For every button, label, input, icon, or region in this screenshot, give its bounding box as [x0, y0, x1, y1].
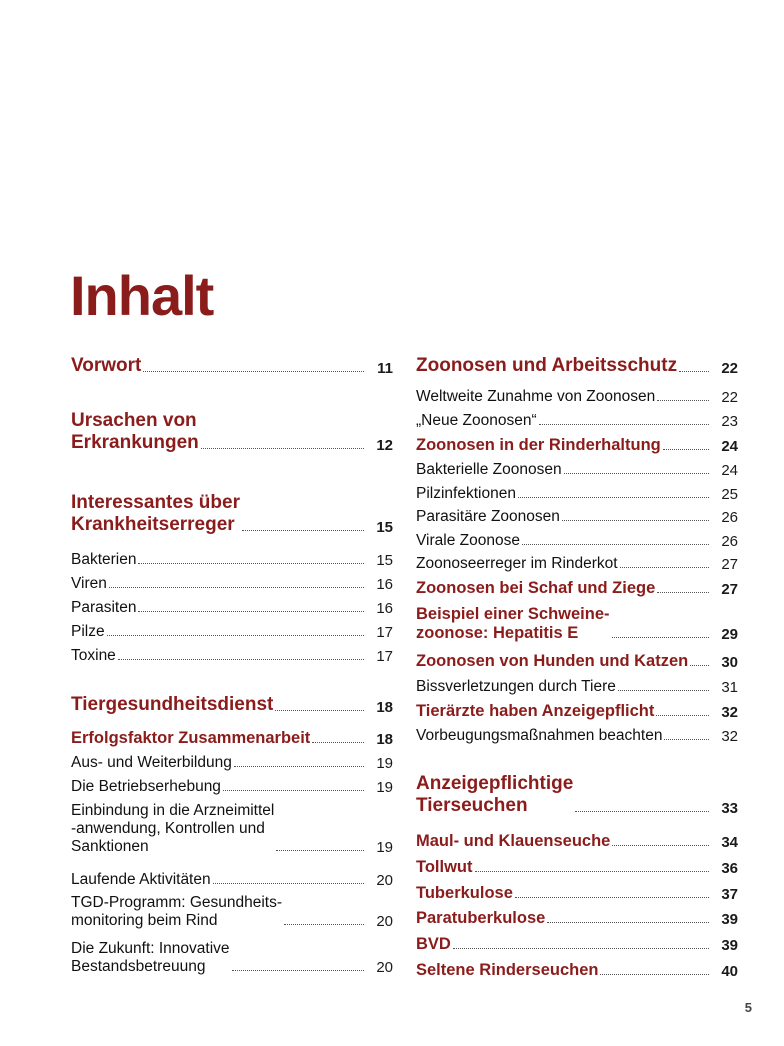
leader-dots [515, 897, 709, 898]
toc-page: 26 [721, 509, 738, 526]
leader-dots [664, 739, 709, 740]
toc-label: Paratuberkulose [416, 909, 546, 927]
leader-dots [223, 790, 364, 791]
toc-label: Weltweite Zunahme von Zoonosen [416, 388, 656, 405]
toc-page: 15 [376, 519, 393, 536]
toc-entry[interactable] [416, 961, 738, 980]
toc-page: 19 [376, 755, 393, 772]
toc-label: Die Betriebserhebung [71, 778, 221, 795]
leader-dots [118, 659, 364, 660]
leader-dots [575, 811, 709, 812]
leader-dots [620, 567, 709, 568]
leader-dots [600, 974, 709, 975]
toc-entry[interactable] [416, 461, 738, 479]
toc-page: 36 [721, 860, 738, 877]
leader-dots [656, 715, 709, 716]
toc-label: Ursachen von [71, 410, 197, 431]
toc-entry[interactable] [416, 412, 738, 430]
toc-label: Die Zukunft: Innovative [71, 940, 230, 957]
toc-entry[interactable] [416, 605, 738, 643]
toc-page: 22 [721, 389, 738, 406]
toc-page: 11 [377, 360, 393, 377]
toc-page: 20 [376, 959, 393, 976]
toc-label: Bakterielle Zoonosen [416, 461, 562, 478]
toc-label: Einbindung in die Arzneimittel [71, 802, 275, 819]
toc-label: Tiergesundheitsdienst [71, 694, 274, 715]
toc-entry[interactable] [71, 410, 393, 454]
toc-entry[interactable] [416, 485, 738, 503]
toc-entry[interactable] [71, 647, 393, 665]
toc-label: Krankheitserreger [71, 514, 235, 535]
toc-entry[interactable] [71, 492, 393, 536]
leader-dots [663, 449, 709, 450]
toc-entry[interactable] [416, 773, 738, 817]
toc-label: TGD-Programm: Gesundheits- [71, 894, 283, 911]
toc-label: Zoonosen bei Schaf und Ziege [416, 579, 656, 597]
toc-page: 27 [721, 556, 738, 573]
toc-page: 23 [721, 413, 738, 430]
toc-entry[interactable] [416, 436, 738, 455]
leader-dots [232, 970, 364, 971]
toc-label: Zoonosen in der Rinderhaltung [416, 436, 661, 454]
toc-page: 16 [376, 576, 393, 593]
toc-label: Pilze [71, 623, 105, 640]
toc-label: „Neue Zoonosen“ [416, 412, 537, 429]
leader-dots [564, 473, 709, 474]
toc-entry[interactable] [416, 678, 738, 696]
toc-page: 22 [721, 360, 738, 377]
toc-label: Parasitäre Zoonosen [416, 508, 560, 525]
toc-page: 31 [721, 679, 738, 696]
toc-page: 39 [721, 911, 738, 928]
leader-dots [679, 371, 709, 372]
toc-left-column [71, 0, 393, 1046]
toc-label: Bakterien [71, 551, 137, 568]
toc-entry[interactable] [71, 599, 393, 617]
leader-dots [612, 637, 710, 638]
toc-label: Pilzinfektionen [416, 485, 516, 502]
toc-entry[interactable] [71, 871, 393, 889]
toc-entry[interactable] [416, 579, 738, 598]
page-number: 5 [744, 1000, 752, 1015]
toc-entry[interactable] [416, 355, 738, 377]
toc-page: 39 [721, 937, 738, 954]
toc-page: 19 [376, 779, 393, 796]
toc-entry[interactable] [416, 858, 738, 877]
toc-entry[interactable] [416, 388, 738, 406]
toc-label: Zoonosen und Arbeitsschutz [416, 355, 678, 376]
leader-dots [312, 742, 364, 743]
leader-dots [276, 850, 364, 851]
toc-page: 15 [376, 552, 393, 569]
leader-dots [143, 371, 364, 372]
toc-label: monitoring beim Rind [71, 912, 218, 929]
toc-page: 40 [721, 963, 738, 980]
toc-label: Tierseuchen [416, 795, 528, 816]
toc-label: Zoonosen von Hunden und Katzen [416, 652, 689, 670]
toc-label: Parasiten [71, 599, 137, 616]
toc-page: 32 [721, 704, 738, 721]
toc-page: 17 [376, 624, 393, 641]
leader-dots [522, 544, 709, 545]
toc-page: 12 [376, 437, 393, 454]
toc-entry[interactable] [71, 940, 393, 976]
leader-dots [138, 563, 364, 564]
leader-dots [213, 883, 364, 884]
leader-dots [234, 766, 364, 767]
leader-dots [107, 635, 364, 636]
leader-dots [539, 424, 709, 425]
leader-dots [547, 922, 709, 923]
toc-label: Viren [71, 575, 107, 592]
leader-dots [201, 448, 364, 449]
toc-entry[interactable] [71, 623, 393, 641]
toc-label: Erkrankungen [71, 432, 199, 453]
toc-page: 17 [376, 648, 393, 665]
toc-entry[interactable] [416, 884, 738, 903]
toc-page: 30 [721, 654, 738, 671]
toc-label: Maul- und Klauenseuche [416, 832, 611, 850]
toc-entry[interactable] [416, 702, 738, 721]
leader-dots [453, 948, 709, 949]
toc-entry[interactable] [71, 729, 393, 748]
toc-entry[interactable] [71, 754, 393, 772]
toc-label: Vorbeugungsmaßnahmen beachten [416, 727, 663, 744]
leader-dots [657, 400, 709, 401]
toc-right-column [416, 0, 738, 1046]
toc-entry[interactable] [416, 555, 738, 573]
toc-label: -anwendung, Kontrollen und [71, 820, 265, 837]
leader-dots [242, 530, 364, 531]
toc-page: 20 [376, 913, 393, 930]
leader-dots [138, 611, 364, 612]
toc-label: Bissverletzungen durch Tiere [416, 678, 616, 695]
toc-page: 34 [721, 834, 738, 851]
toc-entry[interactable] [71, 694, 393, 716]
leader-dots [275, 710, 364, 711]
leader-dots [475, 871, 709, 872]
leader-dots [518, 497, 709, 498]
toc-page: 18 [376, 699, 393, 716]
toc-label: Virale Zoonose [416, 532, 520, 549]
toc-label: Anzeigepflichtige [416, 773, 574, 794]
toc-page: 26 [721, 533, 738, 550]
toc-entry[interactable] [416, 532, 738, 550]
toc-label: BVD [416, 935, 451, 953]
toc-label: Laufende Aktivitäten [71, 871, 211, 888]
leader-dots [690, 665, 709, 666]
toc-page: 16 [376, 600, 393, 617]
toc-label: Vorwort [71, 355, 142, 376]
leader-dots [109, 587, 364, 588]
toc-label: Toxine [71, 647, 116, 664]
toc-entry[interactable] [71, 894, 393, 930]
toc-page: 20 [376, 872, 393, 889]
toc-entry[interactable] [416, 832, 738, 851]
toc-entry[interactable] [71, 778, 393, 796]
toc-label: Aus- und Weiterbildung [71, 754, 232, 771]
leader-dots [618, 690, 709, 691]
toc-entry[interactable] [416, 727, 738, 745]
toc-page: 37 [721, 886, 738, 903]
toc-label: Erfolgsfaktor Zusammenarbeit [71, 729, 311, 747]
toc-entry[interactable] [71, 802, 393, 856]
toc-label: zoonose: Hepatitis E [416, 624, 579, 642]
toc-page: 25 [721, 486, 738, 503]
toc-label: Tierärzte haben Anzeigepflicht [416, 702, 655, 720]
toc-page: 19 [376, 839, 393, 856]
page-title: Inhalt [70, 264, 214, 327]
toc-page: 32 [721, 728, 738, 745]
toc-page: 29 [721, 626, 738, 643]
toc-label: Tollwut [416, 858, 473, 876]
leader-dots [562, 520, 709, 521]
toc-entry[interactable] [416, 652, 738, 671]
toc-label: Beispiel einer Schweine- [416, 605, 610, 623]
toc-page: 24 [721, 462, 738, 479]
toc-page: 27 [721, 581, 738, 598]
leader-dots [612, 845, 709, 846]
toc-page: 18 [376, 731, 393, 748]
toc-entry[interactable] [71, 575, 393, 593]
toc-page: 24 [721, 438, 738, 455]
toc-page: 33 [721, 800, 738, 817]
toc-entry[interactable] [416, 508, 738, 526]
toc-label: Seltene Rinderseuchen [416, 961, 599, 979]
toc-entry[interactable] [416, 909, 738, 928]
toc-label: Sanktionen [71, 838, 149, 855]
toc-entry[interactable] [71, 551, 393, 569]
toc-label: Bestandsbetreuung [71, 958, 206, 975]
toc-entry[interactable] [71, 355, 393, 377]
leader-dots [657, 592, 709, 593]
toc-label: Zoonoseerreger im Rinderkot [416, 555, 618, 572]
toc-entry[interactable] [416, 935, 738, 954]
toc-label: Tuberkulose [416, 884, 513, 902]
leader-dots [284, 924, 364, 925]
toc-label: Interessantes über [71, 492, 240, 513]
